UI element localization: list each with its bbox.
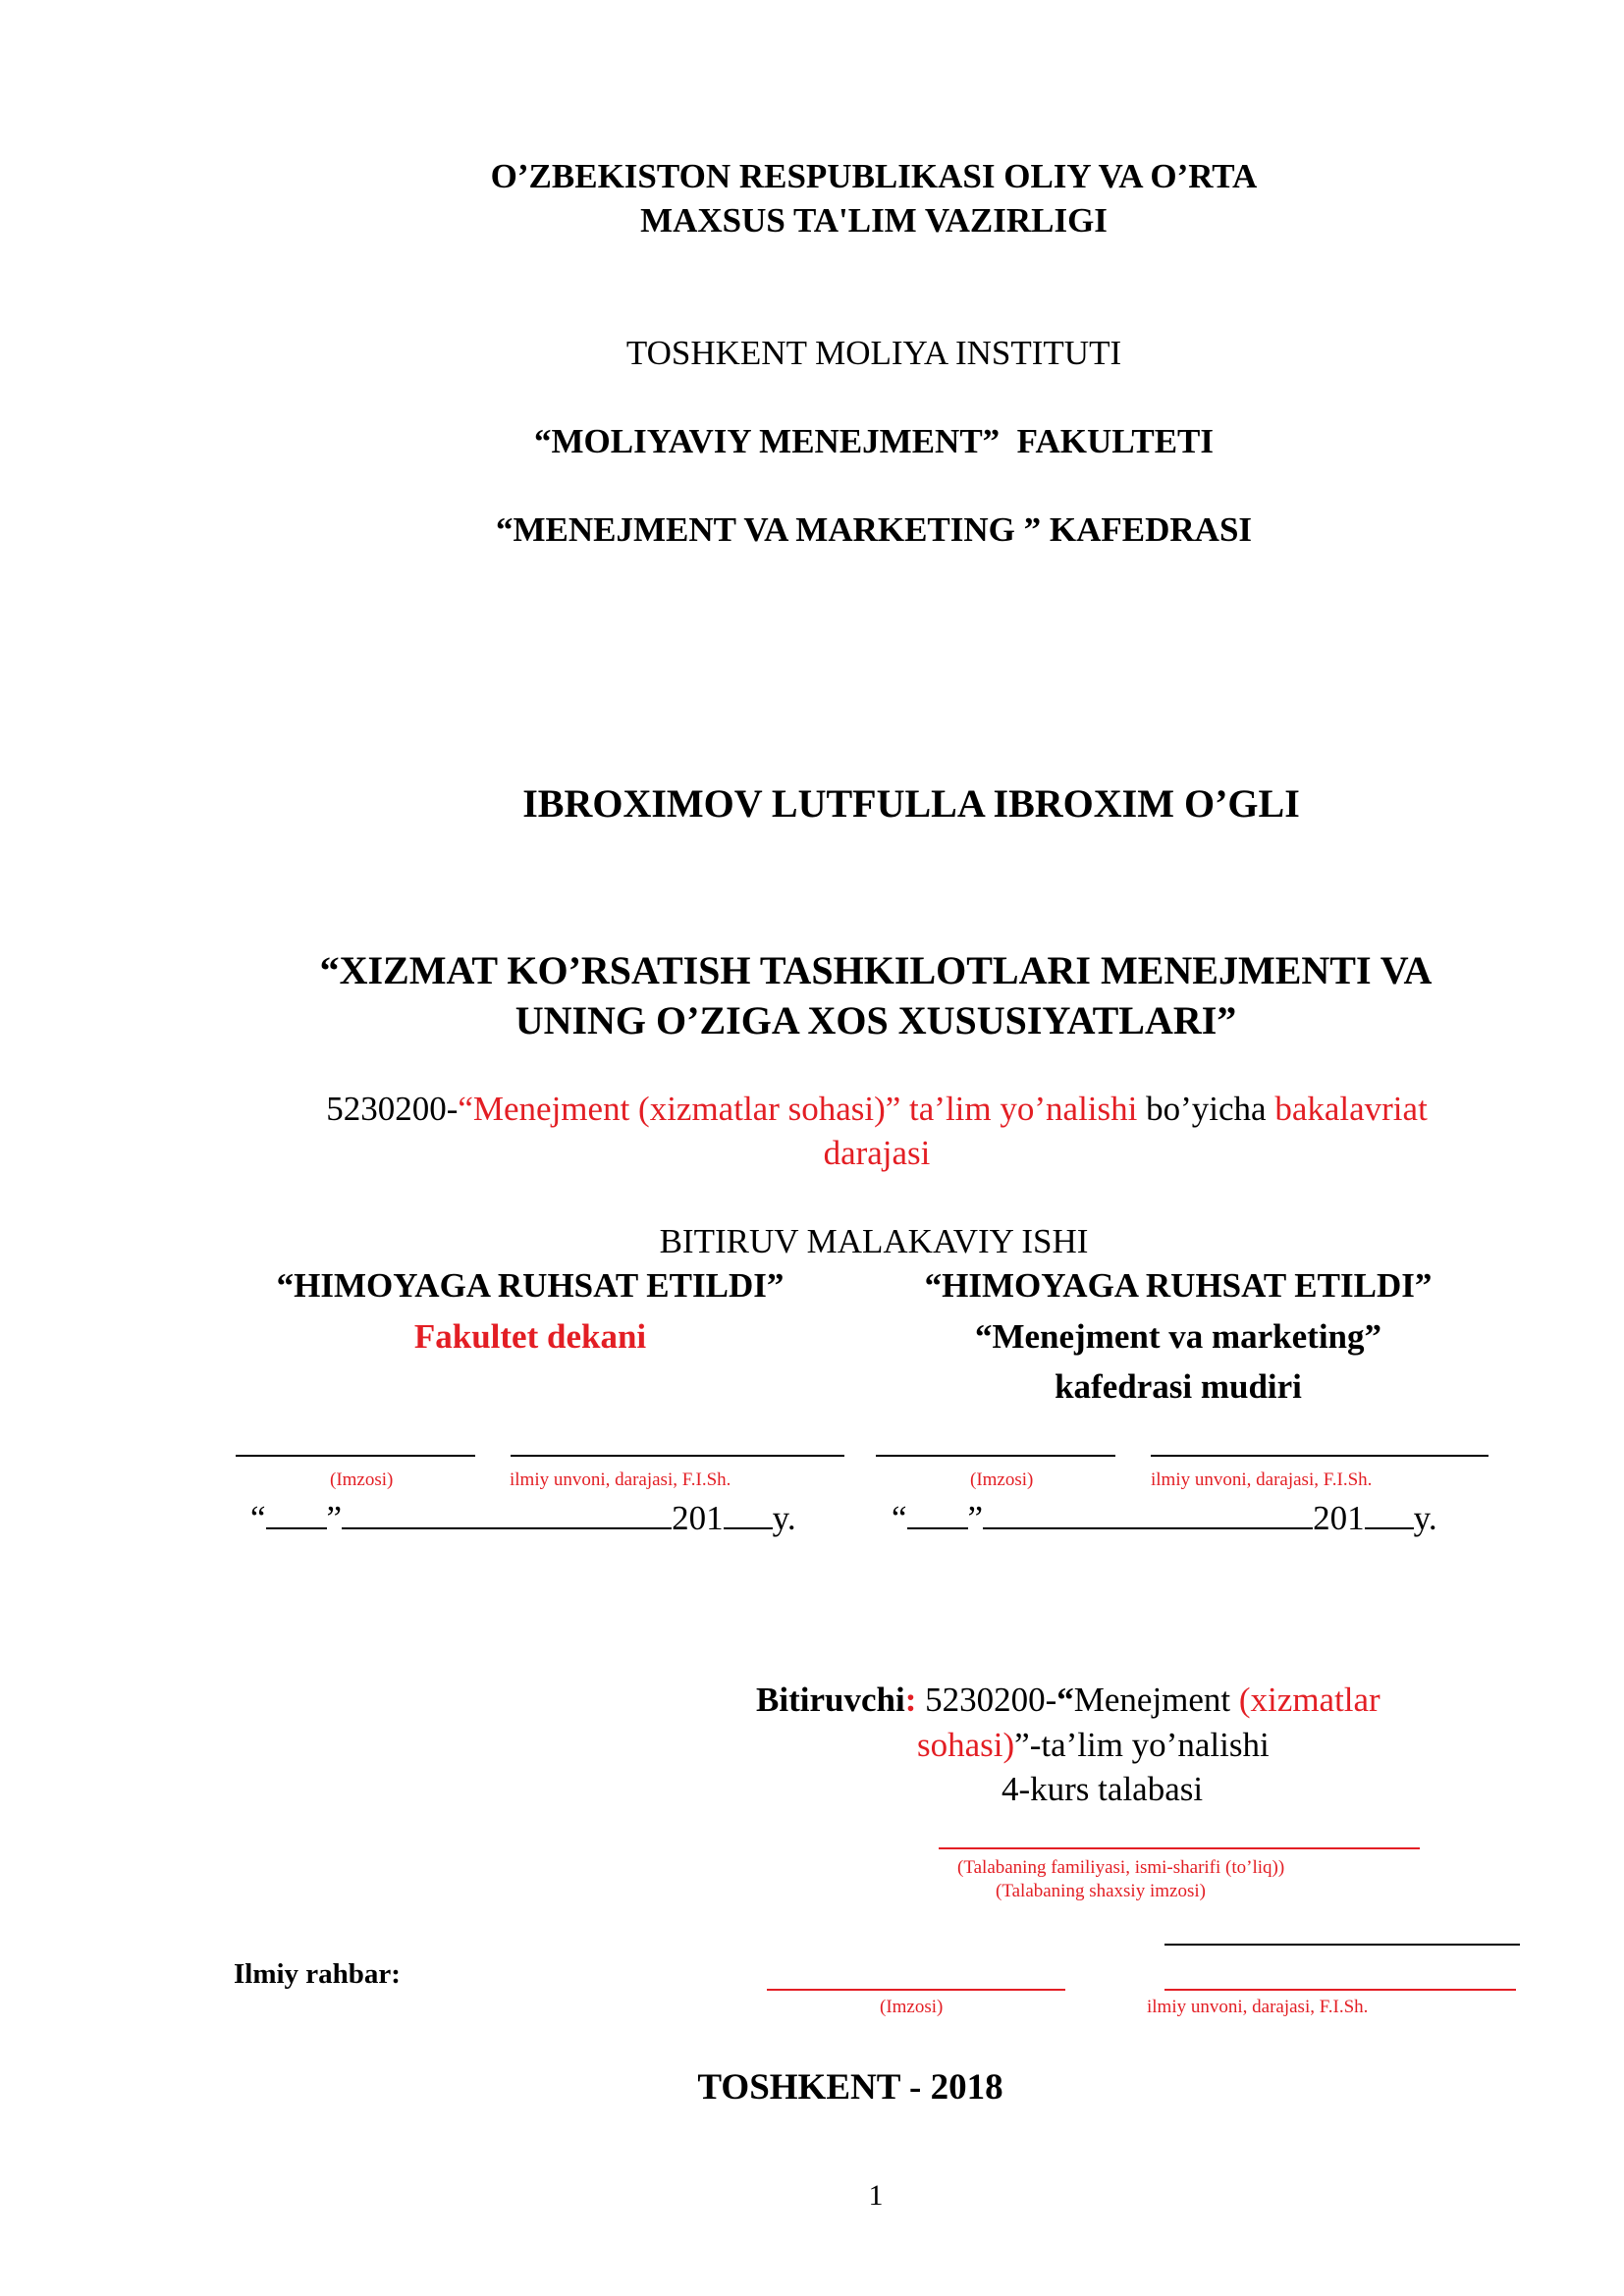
graduate-line2-text: ”-ta’lim yo’nalishi (1014, 1726, 1270, 1764)
graduate-name-caption: (Talabaning familiyasi, ismi-sharifi (to’liq)) (957, 1857, 1285, 1878)
supervisor-name-caption: ilmiy unvoni, darajasi, F.I.Sh. (1147, 1997, 1369, 2017)
approval-right-role-line2: kafedrasi mudiri (1055, 1367, 1302, 1406)
left-day-blank (266, 1500, 327, 1529)
graduate-code: 5230200- (916, 1681, 1057, 1719)
graduate-name-line (939, 1847, 1420, 1849)
right-sign-line (876, 1455, 1115, 1457)
right-date-open-quote: “ (892, 1499, 907, 1537)
graduate-label: Bitiruvchi (756, 1681, 905, 1719)
institute-name: TOSHKENT MOLIYA INSTITUTI (625, 334, 1122, 372)
ministry-line2: MAXSUS TA'LIM VAZIRLIGI (640, 201, 1108, 240)
approval-right-role-line1: “Menejment va marketing” (974, 1317, 1382, 1356)
right-sign-caption: (Imzosi) (970, 1469, 1034, 1490)
left-year-prefix: 201 (672, 1499, 724, 1537)
thesis-title-line1: “XIZMAT KO’RSATISH TASHKILOTLARI MENEJMENTI VA (319, 948, 1433, 992)
work-type: BITIRUV MALAKAVIY ISHI (659, 1222, 1089, 1260)
city-year: TOSHKENT - 2018 (697, 2067, 1003, 2108)
page-number: 1 (868, 2179, 884, 2212)
ministry-line1: O’ZBEKISTON RESPUBLIKASI OLIY VA O’RTA (490, 157, 1258, 195)
left-date-open-quote: “ (250, 1499, 266, 1537)
supervisor-name-line (1164, 1989, 1516, 1991)
approval-right-title: “HIMOYAGA RUHSAT ETILDI” (924, 1266, 1433, 1305)
graduate-sign-caption: (Talabaning shaxsiy imzosi) (996, 1881, 1206, 1901)
right-name-caption: ilmiy unvoni, darajasi, F.I.Sh. (1151, 1469, 1373, 1490)
right-day-blank (907, 1500, 968, 1529)
right-date (892, 1499, 1437, 1538)
thesis-title-line2: UNING O’ZIGA XOS XUSUSIYATLARI” (514, 998, 1237, 1042)
department-name: “MENEJMENT VA MARKETING ” KAFEDRASI (495, 510, 1253, 549)
left-year-blank (724, 1500, 773, 1529)
graduate-colon: : (904, 1681, 917, 1719)
left-sign-caption: (Imzosi) (330, 1469, 394, 1490)
graduate-line1 (756, 1681, 1380, 1720)
left-name-line (511, 1455, 844, 1457)
approval-left-title: “HIMOYAGA RUHSAT ETILDI” (276, 1266, 785, 1305)
graduate-course: 4-kurs talabasi (1001, 1770, 1204, 1808)
graduate-direction-red: (xizmatlar (1238, 1681, 1380, 1719)
direction-code: 5230200- (326, 1090, 459, 1128)
graduate-line2 (917, 1726, 1270, 1765)
graduate-direction-text: Menejment (1073, 1681, 1239, 1719)
approval-left-role: Fakultet dekani (413, 1317, 647, 1356)
graduate-line2-red: sohasi) (917, 1726, 1015, 1764)
direction-degree: bakalavriat (1274, 1090, 1428, 1128)
right-year-blank (1365, 1500, 1414, 1529)
direction-line2: darajasi (823, 1134, 931, 1172)
right-month-blank (983, 1500, 1313, 1529)
right-date-close-quote: ” (967, 1499, 984, 1537)
right-year-prefix: 201 (1313, 1499, 1365, 1537)
author-name: IBROXIMOV LUTFULLA IBROXIM O’GLI (522, 781, 1300, 826)
right-name-line (1151, 1455, 1489, 1457)
direction-mid: bo’yicha (1137, 1090, 1275, 1128)
left-name-caption: ilmiy unvoni, darajasi, F.I.Sh. (510, 1469, 731, 1490)
graduate-quote-open: “ (1056, 1681, 1074, 1719)
supervisor-sign-caption: (Imzosi) (880, 1997, 944, 2017)
direction-line1 (0, 1090, 1624, 1129)
left-date-close-quote: ” (326, 1499, 343, 1537)
supervisor-label: Ilmiy rahbar: (234, 1958, 401, 1990)
faculty-name: “MOLIYAVIY MENEJMENT” FAKULTETI (533, 422, 1215, 460)
left-year-suffix: y. (772, 1499, 796, 1537)
direction-name: “Menejment (xizmatlar sohasi)” ta’lim yo’nalishi (458, 1090, 1138, 1128)
supervisor-sign-line (767, 1989, 1065, 1991)
left-date (250, 1499, 796, 1538)
supervisor-top-line (1164, 1944, 1520, 1946)
left-sign-line (236, 1455, 475, 1457)
right-year-suffix: y. (1413, 1499, 1437, 1537)
left-month-blank (342, 1500, 672, 1529)
